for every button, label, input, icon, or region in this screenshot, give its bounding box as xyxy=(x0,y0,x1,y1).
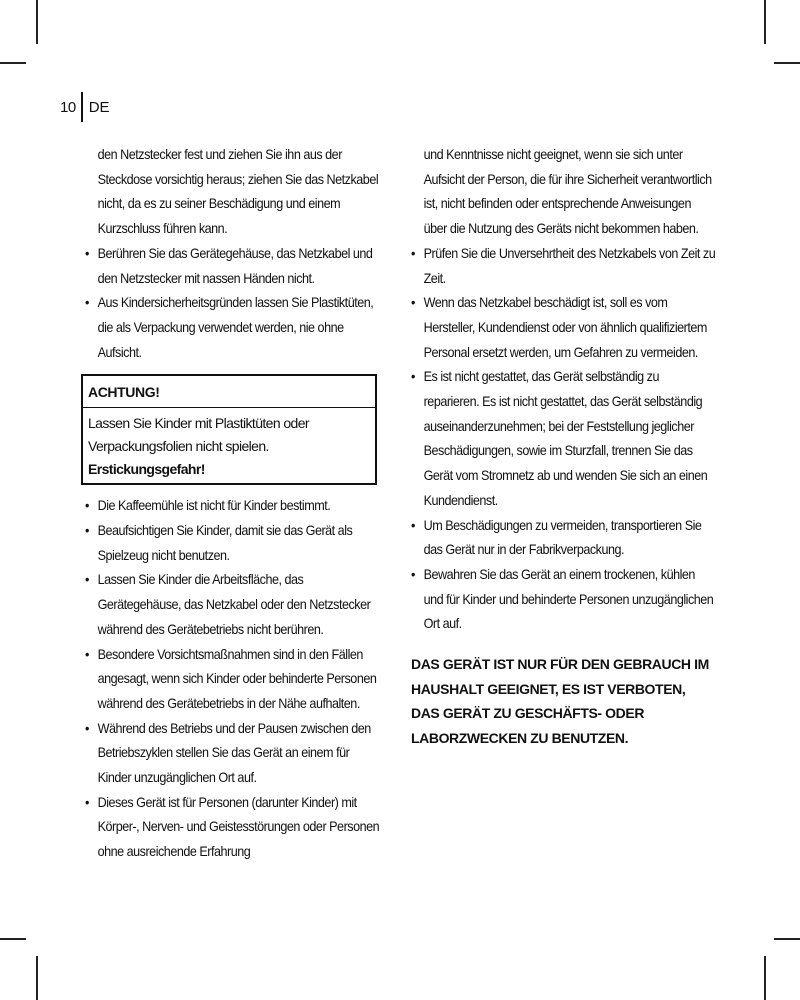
warning-text xyxy=(88,412,371,481)
list-item: • Lassen Sie Kinder die Arbeitsfläche, das Gerätegehäuse, das Netzkabel oder den Netzstecker während des Gerätebetriebs nicht berühren. xyxy=(85,567,385,641)
bullet-list-right xyxy=(411,241,716,636)
language-code: DE xyxy=(88,98,110,116)
list-item: • Während des Betriebs und der Pausen zwischen den Betriebszyklen stellen Sie das Gerät an einem für Kinder unzugänglichen Ort auf. xyxy=(85,716,385,790)
bullet-list-top xyxy=(85,241,385,365)
list-item: • Es ist nicht gestattet, das Gerät selbständig zu reparieren. Es ist nicht gestattet, das Gerät selbständig auseinanderzunehmen; bei der Feststellung jeglicher Beschädigungen, sowie im Sturzfall, trennen Sie das Gerät vom Stromnetz ab und wenden Sie sich an einen Kundendienst. xyxy=(411,364,716,512)
intro-paragraph: den Netzstecker fest und ziehen Sie ihn aus der Steckdose vorsichtig heraus; ziehen Sie das Netzkabel nicht, da es zu seiner Beschädigung und einem Kurzschluss führen kann. xyxy=(97,146,379,237)
warning-box xyxy=(81,374,377,485)
page-header xyxy=(60,92,110,122)
crop-mark xyxy=(0,62,26,64)
list-item: • Prüfen Sie die Unversehrtheit des Netzkabels von Zeit zu Zeit. xyxy=(411,241,716,290)
crop-mark xyxy=(764,0,766,44)
list-item: • Die Kaffeemühle ist nicht für Kinder bestimmt. xyxy=(85,493,385,518)
header-divider xyxy=(81,92,83,122)
list-item: • Um Beschädigungen zu vermeiden, transportieren Sie das Gerät nur in der Fabrikverpackung. xyxy=(411,513,716,562)
warning-title: ACHTUNG! xyxy=(88,384,160,401)
list-item: • Beaufsichtigen Sie Kinder, damit sie das Gerät als Spielzeug nicht benutzen. xyxy=(85,518,385,567)
continuation-paragraph: und Kenntnisse nicht geeignet, wenn sie sich unter Aufsicht der Person, die für ihre Sicherheit verantwortlich ist, nicht befinden oder entsprechende Anweisungen über die Nutzung des Geräts nicht bekommen haben. xyxy=(423,146,712,237)
list-item: • Bewahren Sie das Gerät an einem trockenen, kühlen und für Kinder und behinderte Personen unzugänglichen Ort auf. xyxy=(411,562,716,636)
crop-mark xyxy=(774,62,800,64)
warning-emphasis: Erstickungsgefahr! xyxy=(88,461,205,478)
list-item: • Aus Kindersicherheitsgründen lassen Sie Plastiktüten, die als Verpackung verwendet werden, nie ohne Aufsicht. xyxy=(85,290,385,364)
list-item: • Besondere Vorsichtsmaßnahmen sind in den Fällen angesagt, wenn sich Kinder oder behinderte Personen während des Gerätebetriebs in der Nähe aufhalten. xyxy=(85,642,385,716)
bullet-list-bottom xyxy=(85,493,385,864)
warning-body: Lassen Sie Kinder mit Plastiktüten oder Verpackungsfolien nicht spielen. xyxy=(88,415,309,455)
household-use-notice: DAS GERÄT IST NUR FÜR DEN GEBRAUCH IM HAUSHALT GEEIGNET, ES IST VERBOTEN, DAS GERÄT ZU GESCHÄFTS- ODER LABORZWECKEN ZU BENUTZEN. xyxy=(411,656,709,747)
crop-mark xyxy=(774,938,800,940)
left-column xyxy=(85,142,385,864)
list-item: • Dieses Gerät ist für Personen (darunter Kinder) mit Körper-, Nerven- und Geistesstörungen oder Personen ohne ausreichende Erfahrung xyxy=(85,790,385,864)
list-item: • Wenn das Netzkabel beschädigt ist, soll es vom Hersteller, Kundendienst oder von ähnlich qualifiziertem Personal ersetzt werden, um Gefahren zu vermeiden. xyxy=(411,290,716,364)
right-column xyxy=(411,142,716,751)
list-item: • Berühren Sie das Gerätegehäuse, das Netzkabel und den Netzstecker mit nassen Händen nicht. xyxy=(85,241,385,290)
crop-mark xyxy=(36,0,38,44)
crop-mark xyxy=(0,938,26,940)
page-number: 10 xyxy=(60,98,76,116)
crop-mark xyxy=(36,956,38,1000)
warning-divider xyxy=(83,407,375,408)
crop-mark xyxy=(764,956,766,1000)
